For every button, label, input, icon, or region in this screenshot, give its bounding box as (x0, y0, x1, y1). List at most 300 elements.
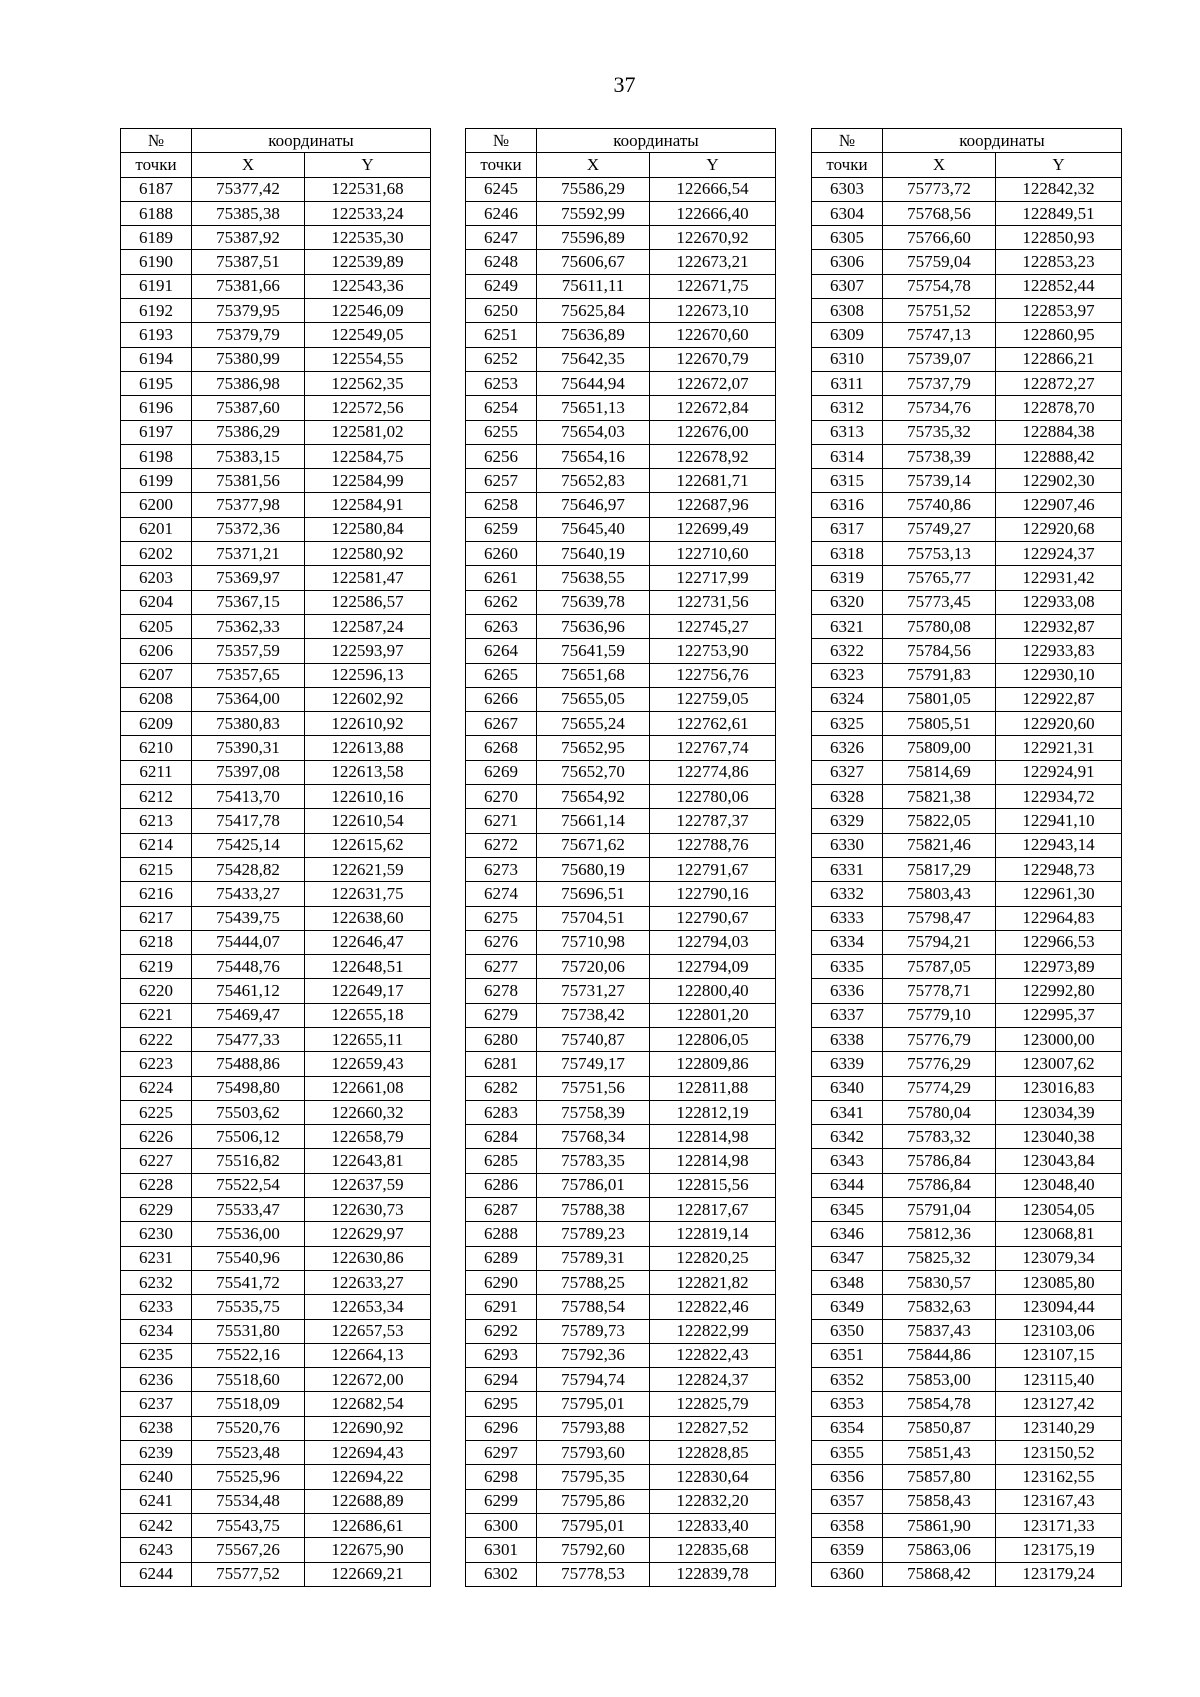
point-number-cell: 6206 (121, 639, 192, 663)
table-row (812, 1100, 1122, 1124)
y-coordinate-cell: 122546,09 (305, 299, 431, 323)
table-row (121, 1052, 431, 1076)
y-coordinate-cell: 122966,53 (996, 930, 1122, 954)
table-row (121, 1100, 431, 1124)
x-coordinate-cell: 75625,84 (537, 299, 650, 323)
table-row (812, 469, 1122, 493)
point-number-cell: 6237 (121, 1392, 192, 1416)
y-coordinate-cell: 122941,10 (996, 809, 1122, 833)
y-coordinate-cell: 122973,89 (996, 955, 1122, 979)
point-number-cell: 6247 (466, 226, 537, 250)
point-number-cell: 6286 (466, 1173, 537, 1197)
y-coordinate-cell: 122690,92 (305, 1416, 431, 1440)
table-row (812, 955, 1122, 979)
x-coordinate-cell: 75469,47 (192, 1003, 305, 1027)
point-number-cell: 6346 (812, 1222, 883, 1246)
point-number-cell: 6245 (466, 177, 537, 201)
x-coordinate-cell: 75749,27 (883, 517, 996, 541)
header-x: X (883, 153, 996, 177)
point-number-cell: 6352 (812, 1368, 883, 1392)
table-row (121, 542, 431, 566)
y-coordinate-cell: 122815,56 (650, 1173, 776, 1197)
x-coordinate-cell: 75371,21 (192, 542, 305, 566)
x-coordinate-cell: 75523,48 (192, 1441, 305, 1465)
x-coordinate-cell: 75540,96 (192, 1246, 305, 1270)
point-number-cell: 6321 (812, 614, 883, 638)
point-number-cell: 6244 (121, 1562, 192, 1586)
point-number-cell: 6347 (812, 1246, 883, 1270)
y-coordinate-cell: 122824,37 (650, 1368, 776, 1392)
point-number-cell: 6224 (121, 1076, 192, 1100)
point-number-cell: 6325 (812, 712, 883, 736)
point-number-cell: 6358 (812, 1513, 883, 1537)
table-row (466, 347, 776, 371)
x-coordinate-cell: 75751,52 (883, 299, 996, 323)
table-row (466, 250, 776, 274)
x-coordinate-cell: 75642,35 (537, 347, 650, 371)
table-row (812, 1173, 1122, 1197)
table-row (121, 1441, 431, 1465)
x-coordinate-cell: 75661,14 (537, 809, 650, 833)
point-number-cell: 6285 (466, 1149, 537, 1173)
y-coordinate-cell: 122657,53 (305, 1319, 431, 1343)
y-coordinate-cell: 122801,20 (650, 1003, 776, 1027)
x-coordinate-cell: 75651,13 (537, 396, 650, 420)
header-row (121, 153, 431, 177)
y-coordinate-cell: 122995,37 (996, 1003, 1122, 1027)
header-y: Y (650, 153, 776, 177)
point-number-cell: 6287 (466, 1198, 537, 1222)
y-coordinate-cell: 123085,80 (996, 1270, 1122, 1294)
point-number-cell: 6212 (121, 785, 192, 809)
x-coordinate-cell: 75758,39 (537, 1100, 650, 1124)
y-coordinate-cell: 122610,92 (305, 712, 431, 736)
x-coordinate-cell: 75844,86 (883, 1343, 996, 1367)
table-row (121, 299, 431, 323)
table-row (121, 1076, 431, 1100)
x-coordinate-cell: 75773,72 (883, 177, 996, 201)
x-coordinate-cell: 75377,98 (192, 493, 305, 517)
y-coordinate-cell: 122852,44 (996, 274, 1122, 298)
x-coordinate-cell: 75786,84 (883, 1149, 996, 1173)
x-coordinate-cell: 75369,97 (192, 566, 305, 590)
x-coordinate-cell: 75780,04 (883, 1100, 996, 1124)
x-coordinate-cell: 75720,06 (537, 955, 650, 979)
table-row (121, 1125, 431, 1149)
point-number-cell: 6312 (812, 396, 883, 420)
table-row (121, 1222, 431, 1246)
point-number-cell: 6211 (121, 760, 192, 784)
point-number-cell: 6190 (121, 250, 192, 274)
y-coordinate-cell: 122675,90 (305, 1538, 431, 1562)
point-number-cell: 6359 (812, 1538, 883, 1562)
point-number-cell: 6260 (466, 542, 537, 566)
x-coordinate-cell: 75611,11 (537, 274, 650, 298)
point-number-cell: 6330 (812, 833, 883, 857)
table-row (121, 930, 431, 954)
table-row (812, 712, 1122, 736)
table-row (466, 1441, 776, 1465)
point-number-cell: 6338 (812, 1027, 883, 1051)
y-coordinate-cell: 122688,89 (305, 1489, 431, 1513)
point-number-cell: 6197 (121, 420, 192, 444)
x-coordinate-cell: 75779,10 (883, 1003, 996, 1027)
y-coordinate-cell: 122767,74 (650, 736, 776, 760)
point-number-cell: 6309 (812, 323, 883, 347)
point-number-cell: 6258 (466, 493, 537, 517)
y-coordinate-cell: 122931,42 (996, 566, 1122, 590)
y-coordinate-cell: 122710,60 (650, 542, 776, 566)
point-number-cell: 6306 (812, 250, 883, 274)
point-number-cell: 6250 (466, 299, 537, 323)
y-coordinate-cell: 123115,40 (996, 1368, 1122, 1392)
point-number-cell: 6234 (121, 1319, 192, 1343)
table-row (121, 1198, 431, 1222)
table-row (121, 469, 431, 493)
table-row (466, 1270, 776, 1294)
x-coordinate-cell: 75850,87 (883, 1416, 996, 1440)
table-row (812, 882, 1122, 906)
x-coordinate-cell: 75367,15 (192, 590, 305, 614)
point-number-cell: 6269 (466, 760, 537, 784)
table-row (466, 687, 776, 711)
y-coordinate-cell: 122658,79 (305, 1125, 431, 1149)
x-coordinate-cell: 75768,34 (537, 1125, 650, 1149)
y-coordinate-cell: 122884,38 (996, 420, 1122, 444)
point-number-cell: 6294 (466, 1368, 537, 1392)
table-row (121, 1513, 431, 1537)
point-number-cell: 6298 (466, 1465, 537, 1489)
y-coordinate-cell: 122673,21 (650, 250, 776, 274)
x-coordinate-cell: 75868,42 (883, 1562, 996, 1586)
table-row (812, 347, 1122, 371)
x-coordinate-cell: 75780,08 (883, 614, 996, 638)
table-row (121, 614, 431, 638)
table-row (121, 979, 431, 1003)
x-coordinate-cell: 75738,39 (883, 444, 996, 468)
x-coordinate-cell: 75821,46 (883, 833, 996, 857)
table-row (121, 250, 431, 274)
y-coordinate-cell: 122533,24 (305, 201, 431, 225)
header-number-sign: № (812, 129, 883, 153)
x-coordinate-cell: 75798,47 (883, 906, 996, 930)
y-coordinate-cell: 122943,14 (996, 833, 1122, 857)
y-coordinate-cell: 123068,81 (996, 1222, 1122, 1246)
y-coordinate-cell: 122794,03 (650, 930, 776, 954)
x-coordinate-cell: 75704,51 (537, 906, 650, 930)
y-coordinate-cell: 122800,40 (650, 979, 776, 1003)
table-row (812, 663, 1122, 687)
y-coordinate-cell: 122637,59 (305, 1173, 431, 1197)
table-row (121, 1319, 431, 1343)
y-coordinate-cell: 122821,82 (650, 1270, 776, 1294)
table-row (812, 1052, 1122, 1076)
table-row (812, 371, 1122, 395)
table-row (121, 687, 431, 711)
table-row (466, 299, 776, 323)
y-coordinate-cell: 122921,31 (996, 736, 1122, 760)
point-number-cell: 6231 (121, 1246, 192, 1270)
x-coordinate-cell: 75518,60 (192, 1368, 305, 1392)
x-coordinate-cell: 75488,86 (192, 1052, 305, 1076)
x-coordinate-cell: 75765,77 (883, 566, 996, 590)
point-number-cell: 6220 (121, 979, 192, 1003)
y-coordinate-cell: 122717,99 (650, 566, 776, 590)
y-coordinate-cell: 122790,67 (650, 906, 776, 930)
table-row (466, 1368, 776, 1392)
table-row (121, 1149, 431, 1173)
x-coordinate-cell: 75655,05 (537, 687, 650, 711)
table-row (121, 566, 431, 590)
table-row (466, 857, 776, 881)
point-number-cell: 6207 (121, 663, 192, 687)
point-number-cell: 6255 (466, 420, 537, 444)
table-row (812, 1149, 1122, 1173)
table-row (812, 857, 1122, 881)
y-coordinate-cell: 122830,64 (650, 1465, 776, 1489)
y-coordinate-cell: 122790,16 (650, 882, 776, 906)
x-coordinate-cell: 75386,29 (192, 420, 305, 444)
table-row (121, 323, 431, 347)
header-coordinates: координаты (537, 129, 776, 153)
x-coordinate-cell: 75832,63 (883, 1295, 996, 1319)
point-number-cell: 6203 (121, 566, 192, 590)
point-number-cell: 6349 (812, 1295, 883, 1319)
x-coordinate-cell: 75791,04 (883, 1198, 996, 1222)
point-number-cell: 6299 (466, 1489, 537, 1513)
table-row (466, 1538, 776, 1562)
y-coordinate-cell: 123162,55 (996, 1465, 1122, 1489)
table-row (812, 493, 1122, 517)
table-row (121, 1003, 431, 1027)
y-coordinate-cell: 122822,43 (650, 1343, 776, 1367)
table-row (812, 833, 1122, 857)
table-row (812, 1562, 1122, 1586)
y-coordinate-cell: 122630,73 (305, 1198, 431, 1222)
point-number-cell: 6331 (812, 857, 883, 881)
point-number-cell: 6230 (121, 1222, 192, 1246)
x-coordinate-cell: 75646,97 (537, 493, 650, 517)
y-coordinate-cell: 123175,19 (996, 1538, 1122, 1562)
point-number-cell: 6355 (812, 1441, 883, 1465)
x-coordinate-cell: 75433,27 (192, 882, 305, 906)
point-number-cell: 6315 (812, 469, 883, 493)
table-row (466, 1125, 776, 1149)
table-row (121, 1489, 431, 1513)
point-number-cell: 6335 (812, 955, 883, 979)
y-coordinate-cell: 122866,21 (996, 347, 1122, 371)
x-coordinate-cell: 75774,29 (883, 1076, 996, 1100)
y-coordinate-cell: 122587,24 (305, 614, 431, 638)
y-coordinate-cell: 122648,51 (305, 955, 431, 979)
table-row (466, 542, 776, 566)
point-number-cell: 6257 (466, 469, 537, 493)
table-row (121, 1465, 431, 1489)
table-row (812, 614, 1122, 638)
point-number-cell: 6227 (121, 1149, 192, 1173)
y-coordinate-cell: 122822,99 (650, 1319, 776, 1343)
x-coordinate-cell: 75387,60 (192, 396, 305, 420)
y-coordinate-cell: 122653,34 (305, 1295, 431, 1319)
table-row (121, 1392, 431, 1416)
point-number-cell: 6284 (466, 1125, 537, 1149)
table-row (466, 177, 776, 201)
point-number-cell: 6310 (812, 347, 883, 371)
table-row (466, 590, 776, 614)
point-number-cell: 6219 (121, 955, 192, 979)
x-coordinate-cell: 75794,21 (883, 930, 996, 954)
y-coordinate-cell: 122922,87 (996, 687, 1122, 711)
table-row (812, 1222, 1122, 1246)
y-coordinate-cell: 122814,98 (650, 1125, 776, 1149)
x-coordinate-cell: 75821,38 (883, 785, 996, 809)
y-coordinate-cell: 122572,56 (305, 396, 431, 420)
point-number-cell: 6239 (121, 1441, 192, 1465)
x-coordinate-cell: 75795,86 (537, 1489, 650, 1513)
table-row (466, 663, 776, 687)
table-row (812, 590, 1122, 614)
x-coordinate-cell: 75784,56 (883, 639, 996, 663)
point-number-cell: 6319 (812, 566, 883, 590)
y-coordinate-cell: 123179,24 (996, 1562, 1122, 1586)
x-coordinate-cell: 75837,43 (883, 1319, 996, 1343)
point-number-cell: 6290 (466, 1270, 537, 1294)
point-number-cell: 6316 (812, 493, 883, 517)
y-coordinate-cell: 122699,49 (650, 517, 776, 541)
y-coordinate-cell: 122613,88 (305, 736, 431, 760)
x-coordinate-cell: 75825,32 (883, 1246, 996, 1270)
point-number-cell: 6217 (121, 906, 192, 930)
table-row (121, 1368, 431, 1392)
y-coordinate-cell: 122660,32 (305, 1100, 431, 1124)
table-row (466, 444, 776, 468)
table-row (121, 785, 431, 809)
y-coordinate-cell: 122825,79 (650, 1392, 776, 1416)
table-row (121, 1416, 431, 1440)
x-coordinate-cell: 75592,99 (537, 201, 650, 225)
x-coordinate-cell: 75731,27 (537, 979, 650, 1003)
point-number-cell: 6235 (121, 1343, 192, 1367)
table-row (466, 785, 776, 809)
x-coordinate-cell: 75380,99 (192, 347, 305, 371)
x-coordinate-cell: 75522,16 (192, 1343, 305, 1367)
table-row (466, 955, 776, 979)
point-number-cell: 6326 (812, 736, 883, 760)
y-coordinate-cell: 122581,47 (305, 566, 431, 590)
point-number-cell: 6192 (121, 299, 192, 323)
x-coordinate-cell: 75381,66 (192, 274, 305, 298)
point-number-cell: 6272 (466, 833, 537, 857)
x-coordinate-cell: 75696,51 (537, 882, 650, 906)
x-coordinate-cell: 75738,42 (537, 1003, 650, 1027)
x-coordinate-cell: 75749,17 (537, 1052, 650, 1076)
y-coordinate-cell: 122581,02 (305, 420, 431, 444)
table-row (812, 1319, 1122, 1343)
y-coordinate-cell: 122811,88 (650, 1076, 776, 1100)
y-coordinate-cell: 122930,10 (996, 663, 1122, 687)
y-coordinate-cell: 122920,60 (996, 712, 1122, 736)
table-row (812, 274, 1122, 298)
y-coordinate-cell: 122666,40 (650, 201, 776, 225)
x-coordinate-cell: 75740,86 (883, 493, 996, 517)
point-number-cell: 6261 (466, 566, 537, 590)
table-row (812, 906, 1122, 930)
y-coordinate-cell: 122670,79 (650, 347, 776, 371)
y-coordinate-cell: 122672,84 (650, 396, 776, 420)
y-coordinate-cell: 122924,37 (996, 542, 1122, 566)
point-number-cell: 6344 (812, 1173, 883, 1197)
x-coordinate-cell: 75362,33 (192, 614, 305, 638)
y-coordinate-cell: 123007,62 (996, 1052, 1122, 1076)
table-row (466, 1076, 776, 1100)
y-coordinate-cell: 122676,00 (650, 420, 776, 444)
x-coordinate-cell: 75788,38 (537, 1198, 650, 1222)
table-row (812, 1513, 1122, 1537)
x-coordinate-cell: 75652,83 (537, 469, 650, 493)
point-number-cell: 6360 (812, 1562, 883, 1586)
point-number-cell: 6210 (121, 736, 192, 760)
point-number-cell: 6339 (812, 1052, 883, 1076)
x-coordinate-cell: 75541,72 (192, 1270, 305, 1294)
x-coordinate-cell: 75520,76 (192, 1416, 305, 1440)
point-number-cell: 6189 (121, 226, 192, 250)
table-row (812, 444, 1122, 468)
table-row (121, 1538, 431, 1562)
x-coordinate-cell: 75439,75 (192, 906, 305, 930)
x-coordinate-cell: 75533,47 (192, 1198, 305, 1222)
point-number-cell: 6322 (812, 639, 883, 663)
y-coordinate-cell: 122633,27 (305, 1270, 431, 1294)
y-coordinate-cell: 122787,37 (650, 809, 776, 833)
y-coordinate-cell: 122672,07 (650, 371, 776, 395)
point-number-cell: 6283 (466, 1100, 537, 1124)
x-coordinate-cell: 75645,40 (537, 517, 650, 541)
point-number-cell: 6332 (812, 882, 883, 906)
x-coordinate-cell: 75795,01 (537, 1392, 650, 1416)
x-coordinate-cell: 75386,98 (192, 371, 305, 395)
point-number-cell: 6208 (121, 687, 192, 711)
table-row (466, 736, 776, 760)
x-coordinate-cell: 75792,36 (537, 1343, 650, 1367)
point-number-cell: 6199 (121, 469, 192, 493)
point-number-cell: 6291 (466, 1295, 537, 1319)
point-number-cell: 6256 (466, 444, 537, 468)
x-coordinate-cell: 75786,84 (883, 1173, 996, 1197)
x-coordinate-cell: 75747,13 (883, 323, 996, 347)
table-row (466, 809, 776, 833)
x-coordinate-cell: 75636,96 (537, 614, 650, 638)
x-coordinate-cell: 75654,16 (537, 444, 650, 468)
table-row (466, 882, 776, 906)
x-coordinate-cell: 75793,60 (537, 1441, 650, 1465)
point-number-cell: 6241 (121, 1489, 192, 1513)
x-coordinate-cell: 75789,23 (537, 1222, 650, 1246)
y-coordinate-cell: 122670,92 (650, 226, 776, 250)
x-coordinate-cell: 75525,96 (192, 1465, 305, 1489)
table-row (812, 1027, 1122, 1051)
point-number-cell: 6249 (466, 274, 537, 298)
table-row (121, 396, 431, 420)
point-number-cell: 6266 (466, 687, 537, 711)
x-coordinate-cell: 75812,36 (883, 1222, 996, 1246)
header-number-sign: № (466, 129, 537, 153)
y-coordinate-cell: 122664,13 (305, 1343, 431, 1367)
x-coordinate-cell: 75425,14 (192, 833, 305, 857)
y-coordinate-cell: 122549,05 (305, 323, 431, 347)
header-points: точки (466, 153, 537, 177)
y-coordinate-cell: 123127,42 (996, 1392, 1122, 1416)
table-row (812, 396, 1122, 420)
